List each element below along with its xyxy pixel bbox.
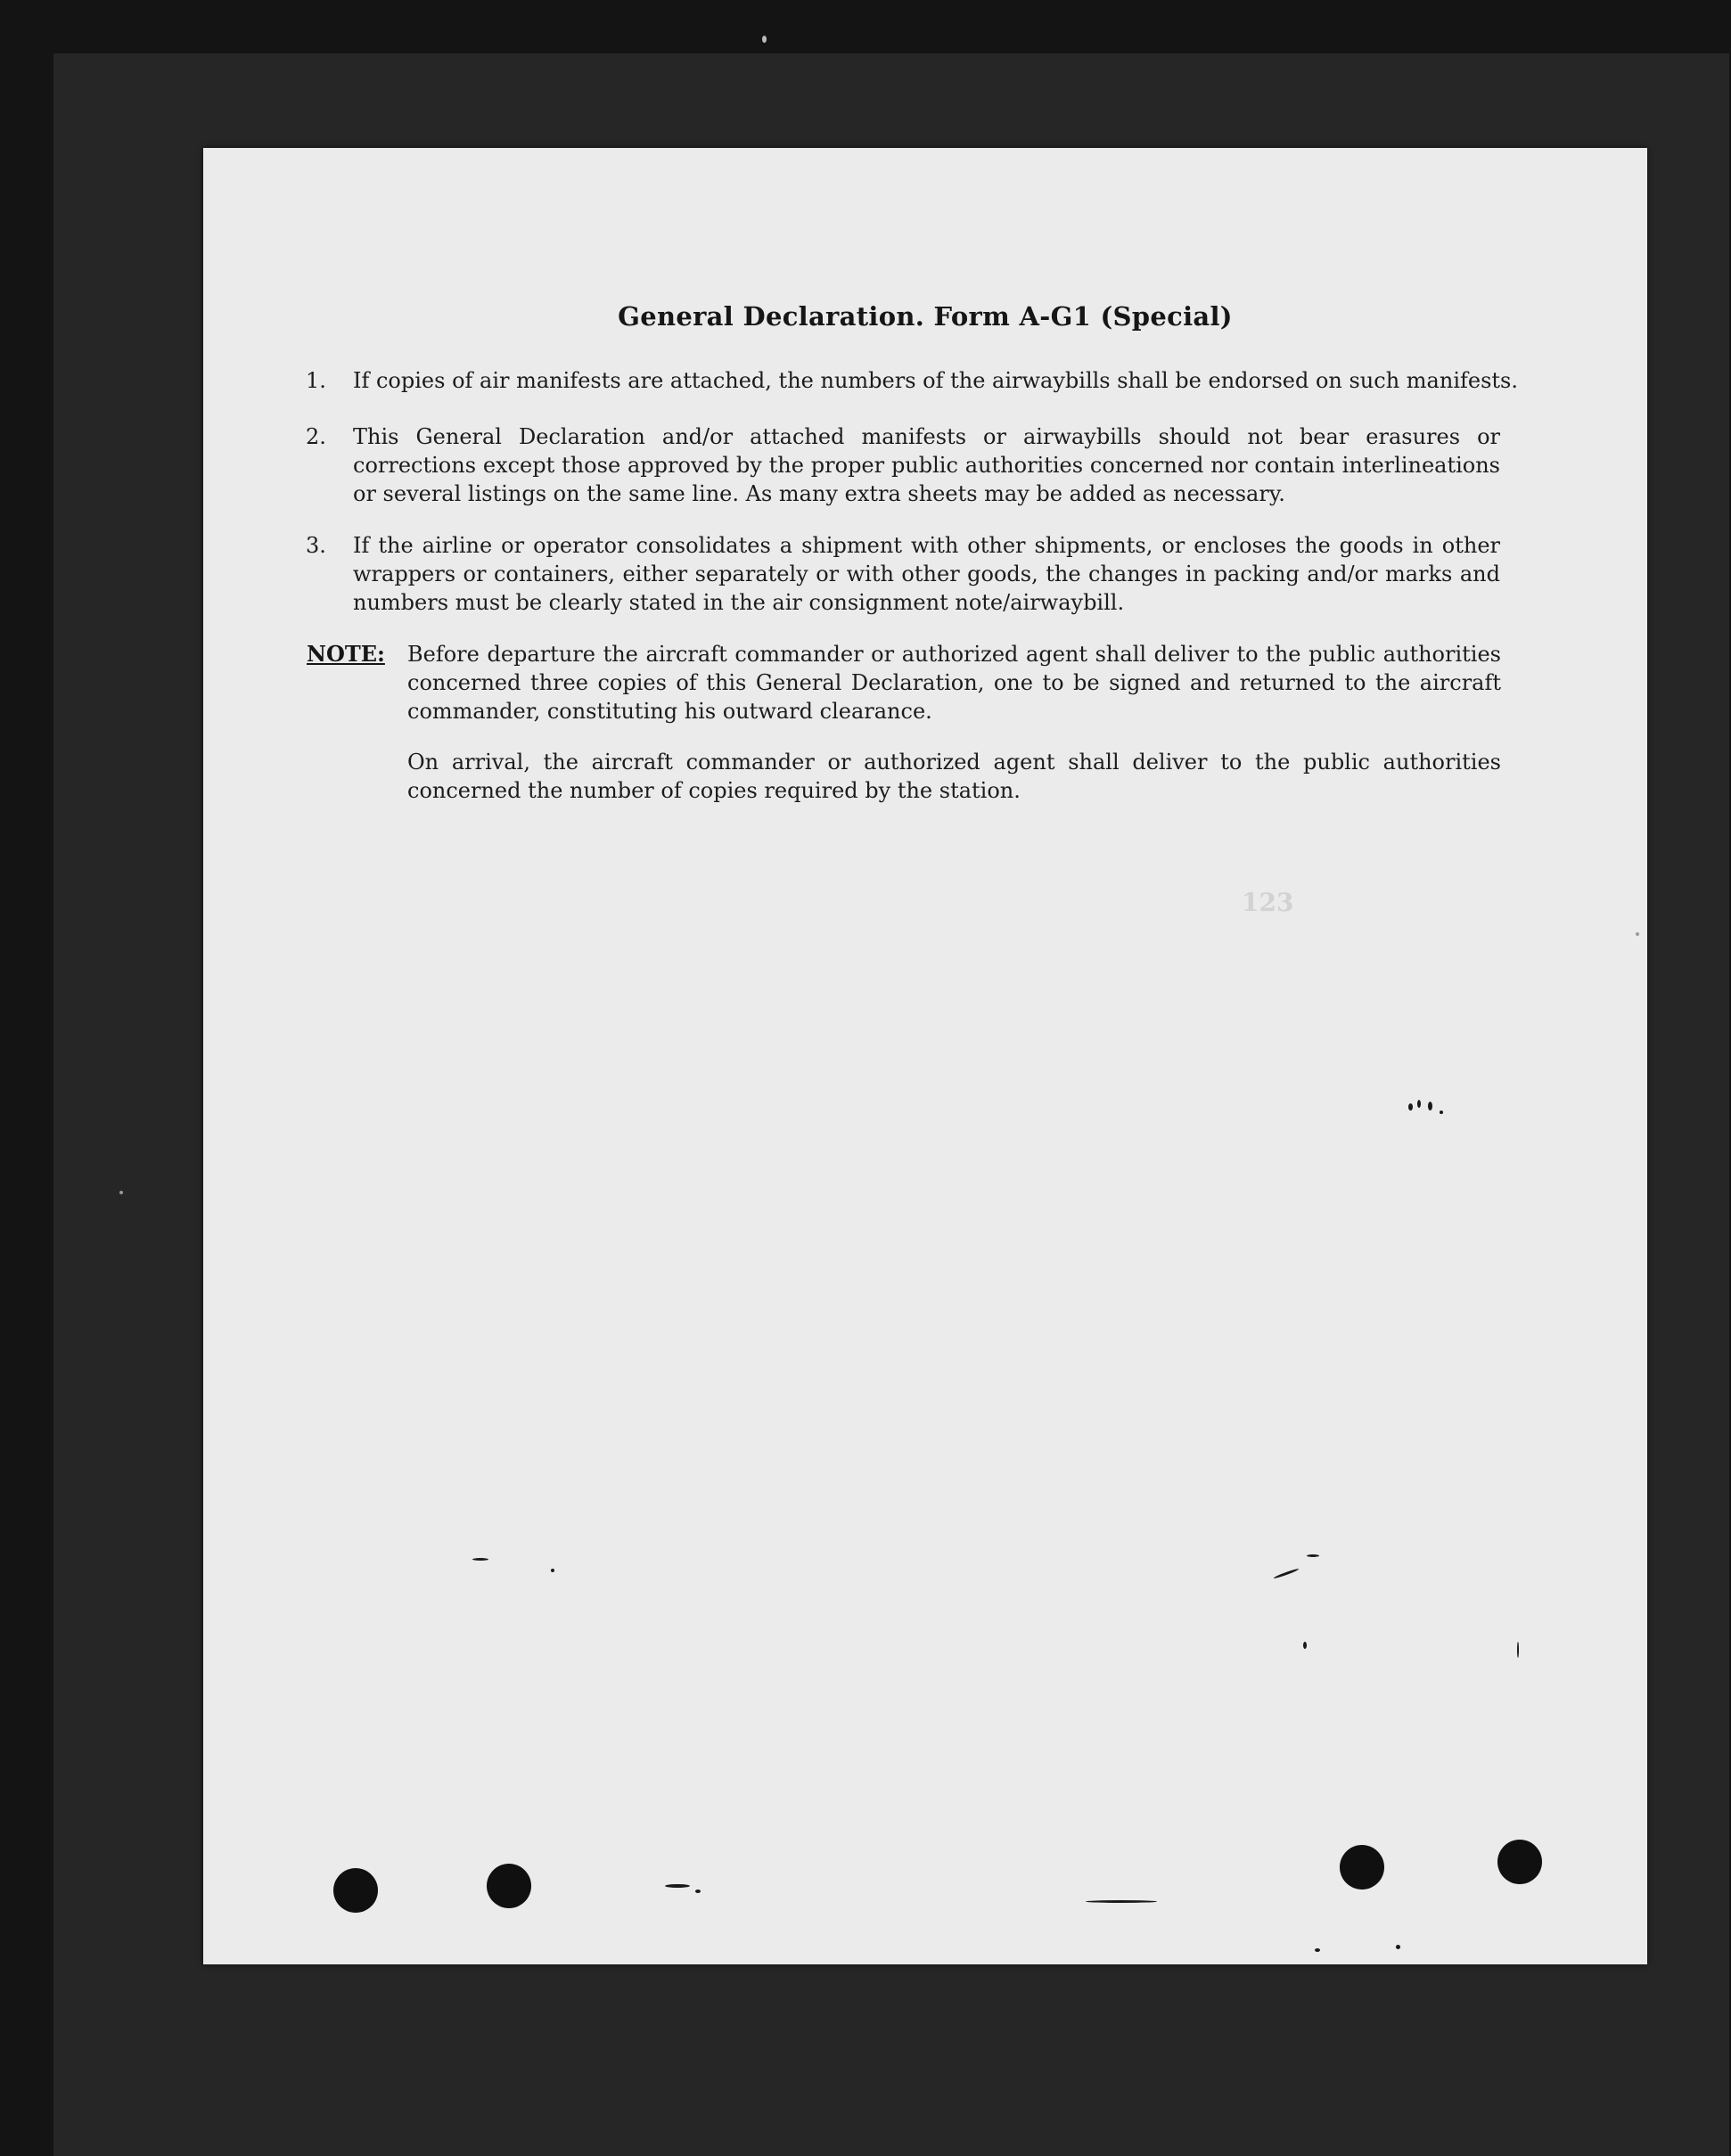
scan-speck (1303, 1642, 1307, 1649)
punch-hole (333, 1868, 378, 1913)
scan-speck (1273, 1568, 1299, 1579)
document-page (203, 148, 1647, 1964)
note-paragraph-departure: Before departure the aircraft commander or authorized agent shall deliver to the public authorities concerned three copies of this General Declaration, one to be signed and returned to the aircraft commander, constituting his outward clearance. (407, 642, 1501, 724)
scan-speck (1086, 1900, 1157, 1903)
scan-speck (1315, 1948, 1320, 1952)
instruction-number: 1. (306, 368, 326, 393)
scan-speck (1636, 932, 1639, 936)
document-title: General Declaration. Form A-G1 (Special) (618, 301, 1233, 332)
bleed-through-mark: 123 (1242, 888, 1294, 917)
scan-speck (551, 1569, 554, 1572)
instruction-text: If the airline or operator consolidates a shipment with other shipments, or encloses the goods in other wrappers or containers, either separately or with other goods, the changes in packing and/or marks and numbers must be clearly stated in the air consignment note/airwaybill. (353, 533, 1500, 615)
scan-speck (762, 36, 767, 43)
instruction-number: 2. (306, 424, 326, 449)
scan-speck (695, 1890, 701, 1893)
scan-speck (119, 1191, 123, 1194)
punch-hole (1497, 1840, 1542, 1884)
instruction-text: This General Declaration and/or attached manifests or airwaybills should not bear erasures or corrections except those approved by the proper public authorities concerned nor contain interlineations or several listings on the same line. As many extra sheets may be added as necessary. (353, 424, 1500, 506)
note-paragraph-arrival: On arrival, the aircraft commander or authorized agent shall deliver to the public authorities concerned the number of copies required by the station. (407, 750, 1501, 803)
scan-speck (1417, 1100, 1421, 1108)
scan-speck (1307, 1554, 1319, 1557)
scan-speck (1408, 1103, 1413, 1111)
scan-speck (1517, 1642, 1519, 1658)
instruction-item-1 (306, 366, 1518, 395)
scan-speck (1428, 1102, 1432, 1111)
instruction-item-2 (306, 422, 1500, 508)
scan-speck (665, 1884, 690, 1888)
scan-speck (1396, 1945, 1400, 1949)
punch-hole (1340, 1845, 1384, 1890)
scan-speck (1440, 1111, 1443, 1114)
instruction-text: If copies of air manifests are attached, the numbers of the airwaybills shall be endorsed on such manifests. (353, 368, 1518, 393)
note-label: NOTE: (307, 641, 385, 667)
instruction-number: 3. (306, 533, 326, 558)
instruction-item-3 (306, 531, 1500, 617)
scan-speck (472, 1558, 488, 1561)
punch-hole (487, 1864, 531, 1908)
